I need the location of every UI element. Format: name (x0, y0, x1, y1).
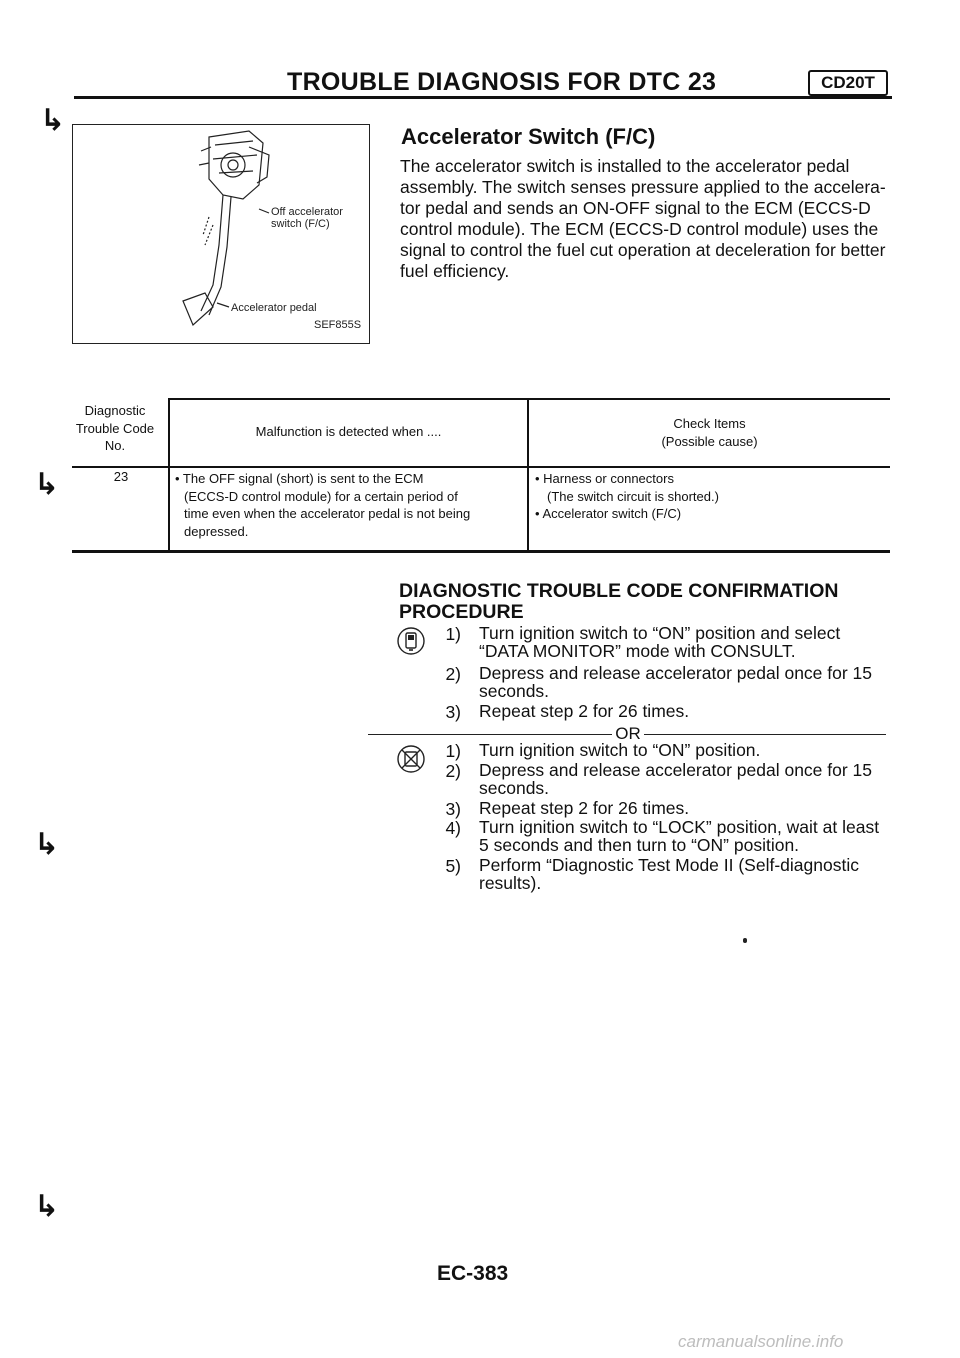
step-line: “DATA MONITOR” mode with CONSULT. (479, 641, 796, 661)
or-rule-right (644, 734, 886, 735)
title-rule (74, 96, 892, 99)
switch-label-line: switch (F/C) (271, 218, 330, 230)
paragraph-line: signal to control the fuel cut operation at deceleration for better (400, 240, 886, 260)
step-text (479, 624, 889, 660)
malfunction-cell (175, 470, 525, 540)
step-line: Turn ignition switch to “LOCK” position, wait at least (479, 817, 880, 837)
check-items-cell (535, 470, 885, 523)
step-line: Repeat step 2 for 26 times. (479, 798, 690, 818)
step-line: Turn ignition switch to “ON” position. (479, 740, 761, 760)
paragraph-line: The accelerator switch is installed to the accelerator pedal (400, 156, 850, 176)
intro-paragraph (400, 156, 892, 282)
no-tools-icon (396, 744, 426, 774)
step-number: 2) (445, 761, 461, 781)
header-check-items (529, 415, 890, 450)
step-number: 4) (445, 818, 461, 838)
pedal-illustration (73, 125, 369, 343)
dtc-code-cell: 23 (113, 469, 129, 484)
page-title: TROUBLE DIAGNOSIS FOR DTC 23 (287, 68, 717, 96)
header-dtc (60, 402, 170, 455)
engine-code-badge: CD20T (808, 70, 888, 96)
procedure-heading-line: PROCEDURE (399, 601, 524, 623)
paragraph-line: control module). The ECM (ECCS-D control module) uses the (400, 219, 879, 239)
malfunction-line: depressed. (184, 523, 249, 539)
section-heading: Accelerator Switch (F/C) (401, 124, 656, 149)
header-dtc-line: No. (104, 438, 126, 453)
check-item-line: (The switch circuit is shorted.) (547, 488, 719, 504)
step-line: Depress and release accelerator pedal once for 15 (479, 760, 873, 780)
step-line: Turn ignition switch to “ON” position and select (479, 623, 841, 643)
table-bottom-rule (72, 550, 890, 553)
step-text (479, 818, 889, 854)
header-check-line: Check Items (673, 416, 746, 431)
malfunction-line: (ECCS-D control module) for a certain period of (184, 488, 458, 504)
header-dtc-line: Trouble Code (75, 420, 155, 436)
watermark: carmanualsonline.info (678, 1332, 844, 1351)
check-item-line: • Harness or connectors (535, 471, 674, 486)
step-number: 1) (445, 624, 461, 644)
margin-mark-icon: ↳ (34, 468, 60, 501)
step-number: 3) (445, 702, 461, 722)
step-text (479, 741, 889, 759)
margin-mark-icon: ↳ (34, 1190, 60, 1223)
or-rule-left (368, 734, 612, 735)
malfunction-line: • The OFF signal (short) is sent to the ECM (175, 471, 424, 486)
stray-dot (743, 938, 747, 943)
switch-label-line: Off accelerator (271, 206, 343, 218)
step-number: 1) (445, 741, 461, 761)
check-item-line: • Accelerator switch (F/C) (535, 506, 682, 521)
header-dtc-line: Diagnostic (84, 403, 146, 418)
paragraph-line: fuel efficiency. (400, 261, 510, 281)
procedure-heading (399, 581, 838, 623)
consult-tool-icon (396, 626, 426, 656)
step-line: 5 seconds and then turn to “ON” position. (479, 835, 800, 855)
step-text (479, 664, 889, 700)
step-line: Perform “Diagnostic Test Mode II (Self-diagnostic (479, 855, 859, 875)
malfunction-line: time even when the accelerator pedal is not being (184, 506, 471, 521)
paragraph-line: tor pedal and sends an ON-OFF signal to the ECM (ECCS-D (400, 198, 871, 218)
step-text (479, 799, 889, 817)
or-label: OR (615, 724, 641, 743)
step-line: Depress and release accelerator pedal once for 15 (479, 663, 873, 683)
step-number: 3) (445, 799, 461, 819)
paragraph-line: assembly. The switch senses pressure applied to the accelera- (400, 177, 886, 197)
procedure-heading-line: DIAGNOSTIC TROUBLE CODE CONFIRMATION (399, 580, 839, 602)
step-text (479, 702, 889, 720)
step-line: seconds. (479, 778, 550, 798)
dtc-table (72, 398, 890, 552)
table-header-rule (72, 466, 890, 468)
switch-label (271, 206, 343, 230)
step-number: 2) (445, 664, 461, 684)
step-text (479, 856, 889, 892)
page-number: EC-383 (437, 1262, 509, 1285)
step-line: results). (479, 873, 542, 893)
pedal-label: Accelerator pedal (231, 302, 317, 314)
header-check-line: (Possible cause) (661, 433, 758, 449)
step-line: Repeat step 2 for 26 times. (479, 701, 690, 721)
figure-code: SEF855S (314, 319, 362, 331)
step-line: seconds. (479, 681, 550, 701)
header-malfunction: Malfunction is detected when .... (255, 424, 442, 439)
margin-mark-icon: ↳ (40, 104, 66, 137)
table-top-rule (168, 398, 890, 400)
margin-mark-icon: ↳ (34, 828, 60, 861)
step-number: 5) (445, 856, 461, 876)
step-text (479, 761, 889, 797)
pedal-figure (72, 124, 370, 344)
